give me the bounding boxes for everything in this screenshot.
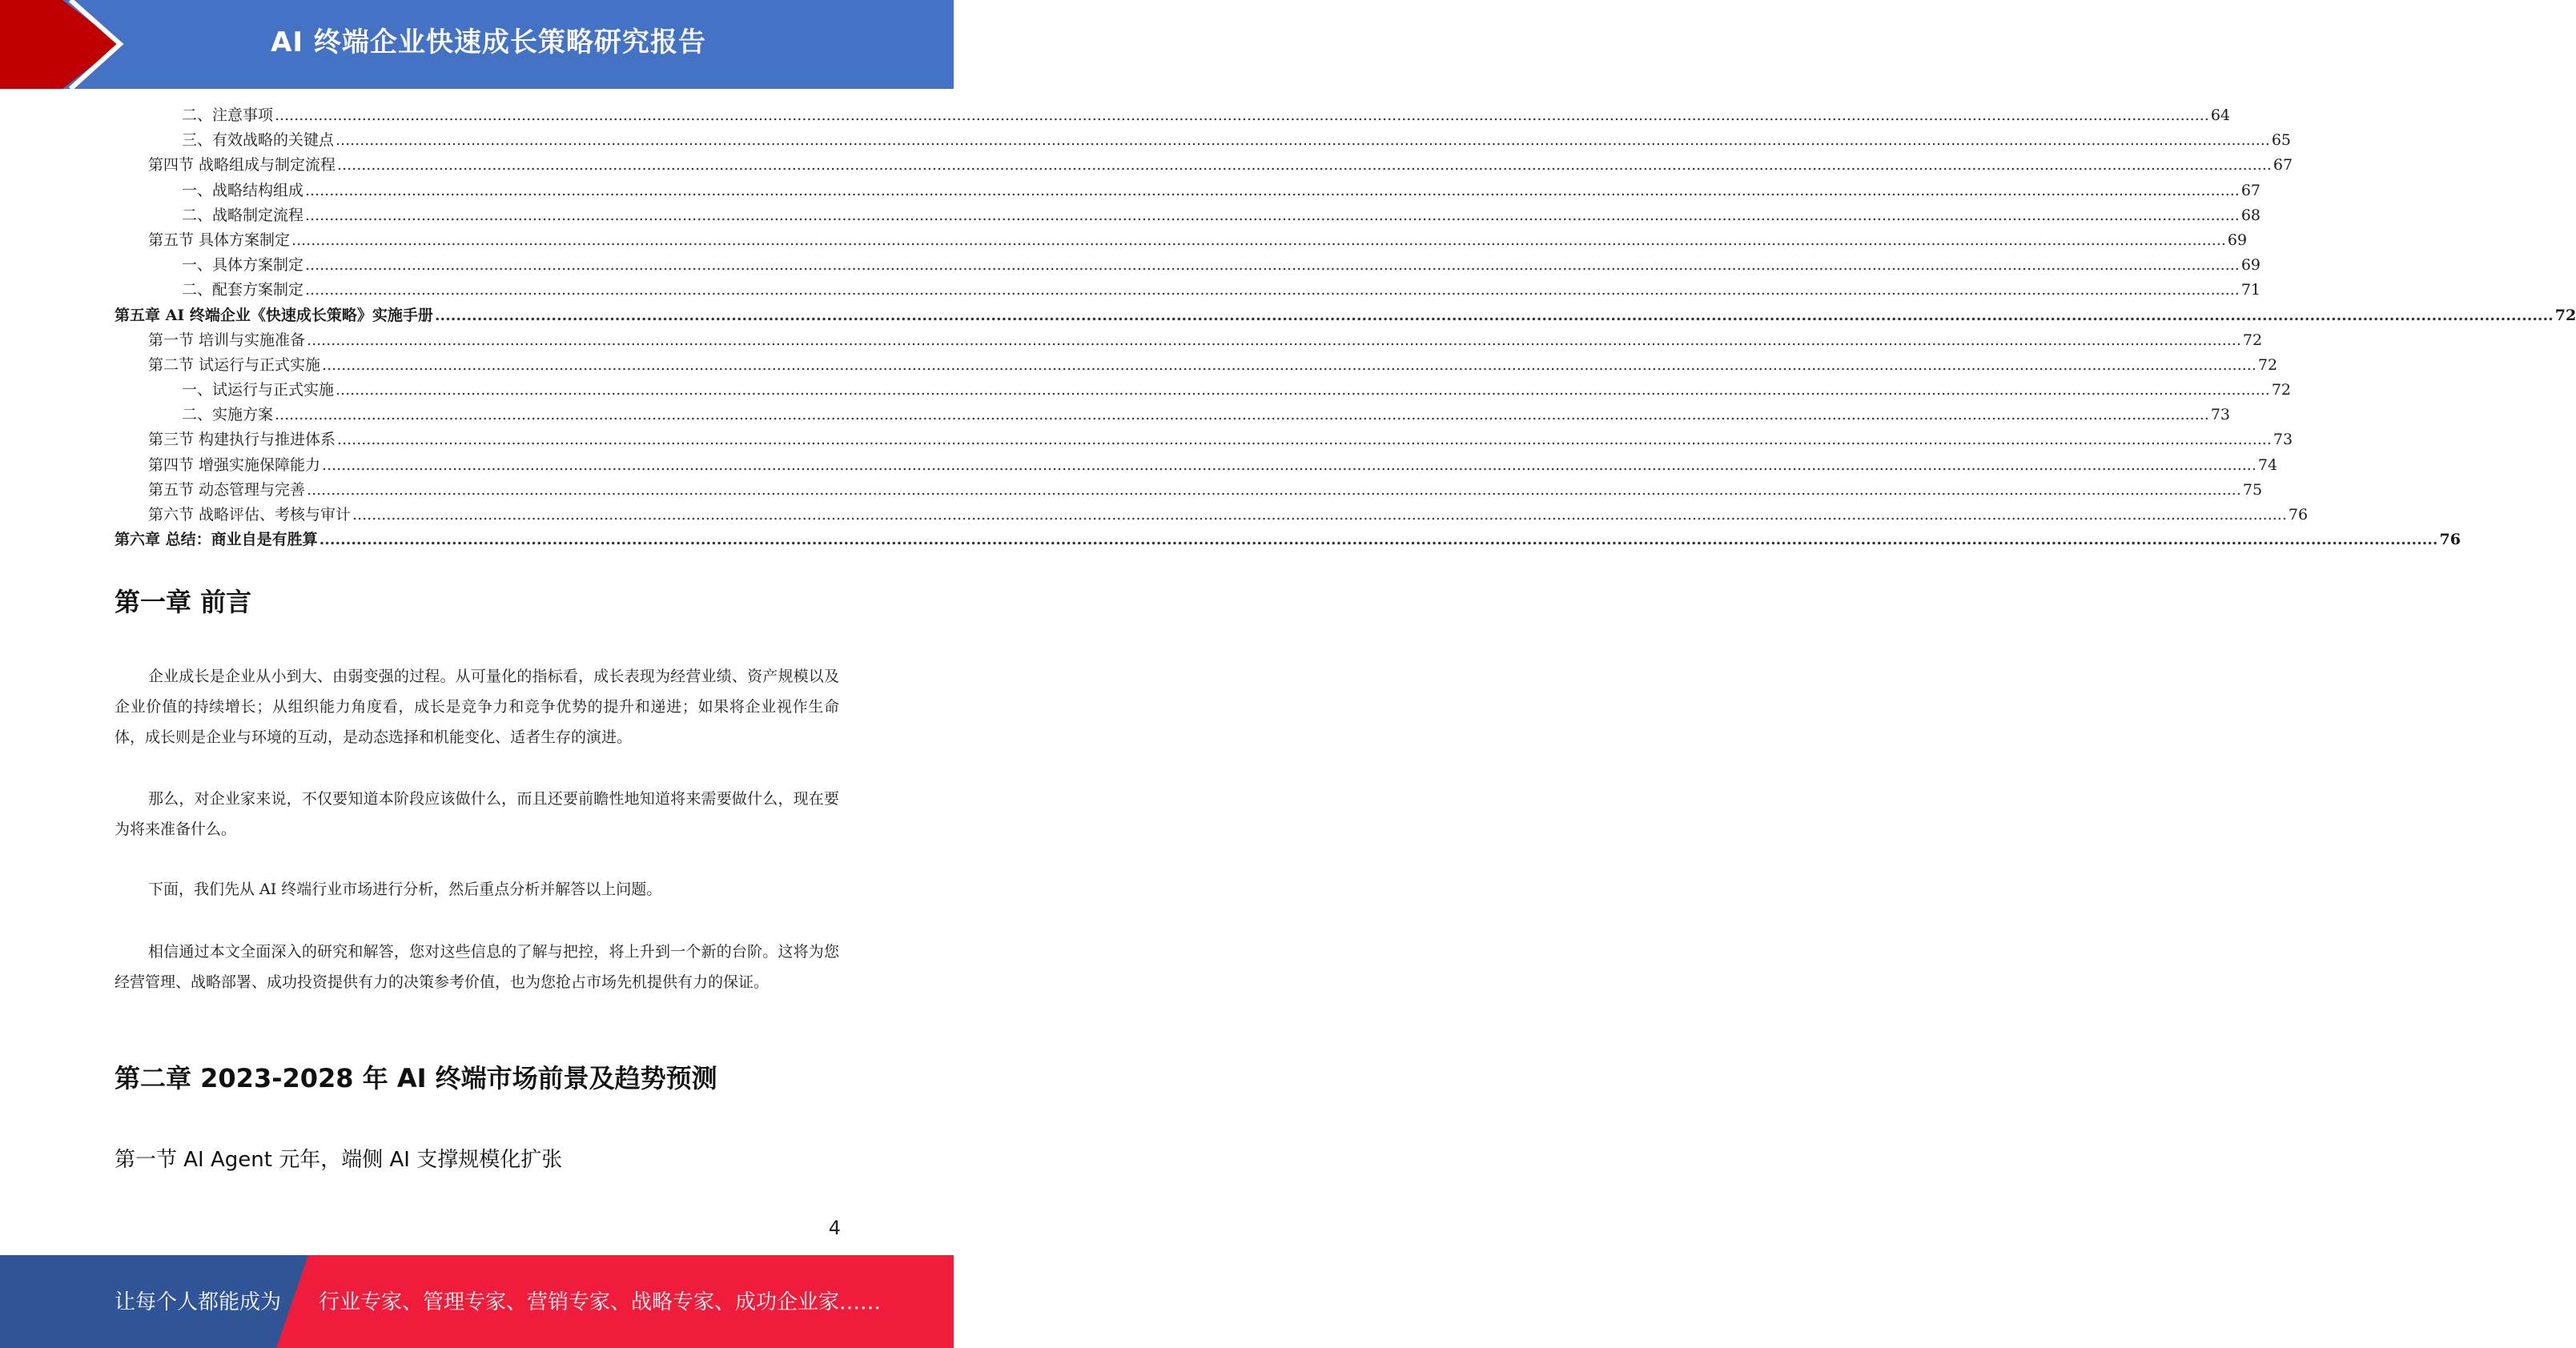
toc-entry-page: 75 — [2242, 480, 2263, 499]
toc-entry-page: 74 — [2257, 455, 2278, 474]
toc-entry-page: 67 — [2273, 156, 2293, 175]
toc-entry-label: 一、战略结构组成 — [182, 181, 304, 199]
chapter-1-paragraph-1: 企业成长是企业从小到大、由弱变强的过程。从可量化的指标看，成长表现为经营业绩、资产规模以及企业价值的持续增长；从组织能力角度看，成长是竞争力和竞争优势的提升和递进；如果将企业视作生命体，成长则是企业与环境的互动，是动态选择和机能变化、适者生存的演进。 — [115, 668, 839, 746]
toc-entry[interactable] — [115, 128, 2292, 153]
toc-entry[interactable] — [115, 253, 2261, 278]
toc-entry-page: 73 — [2210, 406, 2231, 424]
toc-dot-leader: ................................................................................................................................................................................................................................................................................................................................................................................................................ — [305, 206, 2240, 224]
chapter-1-paragraph-3: 下面，我们先从 AI 终端行业市场进行分析，然后重点分析并解答以上问题。 — [148, 881, 662, 898]
toc-entry-label: 一、试运行与正式实施 — [182, 381, 335, 399]
toc-dot-leader: ................................................................................................................................................................................................................................................................................................................................................................................................................ — [291, 231, 2226, 249]
toc-dot-leader: ................................................................................................................................................................................................................................................................................................................................................................................................................ — [307, 480, 2241, 499]
toc-entry-label: 第二节 试运行与正式实施 — [148, 355, 321, 374]
toc-entry-label: 第四节 战略组成与制定流程 — [148, 156, 336, 175]
toc-entry[interactable] — [115, 153, 2293, 178]
toc-entry[interactable] — [115, 478, 2263, 503]
toc-entry[interactable] — [115, 503, 2309, 528]
toc-entry-label: 第五节 具体方案制定 — [148, 231, 291, 249]
toc-entry-page: 73 — [2273, 431, 2293, 449]
toc-dot-leader: ................................................................................................................................................................................................................................................................................................................................................................................................................ — [434, 306, 2554, 324]
chapter-1-title: 第一章 前言 — [115, 587, 252, 617]
toc-entry[interactable] — [115, 403, 2231, 427]
toc-dot-leader: ................................................................................................................................................................................................................................................................................................................................................................................................................ — [305, 256, 2240, 275]
page-number: 4 — [828, 1217, 841, 1239]
page-header — [0, 0, 954, 89]
toc-entry-label: 第六章 总结：商业自是有胜算 — [115, 531, 318, 549]
chapter-1-paragraph-2: 那么，对企业家来说，不仅要知道本阶段应该做什么，而且还要前瞻性地知道将来需要做什么，现在要为将来准备什么。 — [115, 790, 839, 838]
header-red-arrow — [0, 0, 120, 89]
toc-entry-label: 第三节 构建执行与推进体系 — [148, 431, 336, 449]
toc-entry[interactable] — [115, 328, 2263, 353]
page-footer — [0, 1255, 954, 1348]
toc-entry[interactable] — [115, 103, 2231, 128]
toc-entry-page: 71 — [2240, 281, 2261, 299]
toc-entry-label: 第六节 战略评估、考核与审计 — [148, 506, 352, 524]
toc-entry[interactable] — [115, 203, 2261, 228]
toc-entry-page: 69 — [2240, 256, 2261, 275]
toc-entry[interactable] — [115, 427, 2293, 452]
toc-entry-label: 二、配套方案制定 — [182, 281, 304, 299]
toc-entry-label: 第一节 培训与实施准备 — [148, 331, 306, 349]
toc-entry-page: 69 — [2227, 231, 2248, 249]
toc-dot-leader: ................................................................................................................................................................................................................................................................................................................................................................................................................ — [352, 506, 2287, 524]
footer-slogan-right: 行业专家、管理专家、营销专家、战略专家、成功企业家…… — [319, 1290, 882, 1314]
toc-dot-leader: ................................................................................................................................................................................................................................................................................................................................................................................................................ — [336, 131, 2270, 150]
toc-dot-leader: ................................................................................................................................................................................................................................................................................................................................................................................................................ — [319, 531, 2438, 549]
toc-entry-label: 二、注意事项 — [182, 106, 274, 124]
toc-entry[interactable] — [115, 378, 2292, 403]
toc-entry-label: 三、有效战略的关键点 — [182, 131, 335, 150]
toc-dot-leader: ................................................................................................................................................................................................................................................................................................................................................................................................................ — [305, 281, 2240, 299]
toc-entry-page: 65 — [2271, 131, 2292, 150]
toc-dot-leader: ................................................................................................................................................................................................................................................................................................................................................................................................................ — [322, 455, 2257, 474]
toc-entry-label: 一、具体方案制定 — [182, 256, 304, 275]
toc-entry[interactable] — [115, 453, 2278, 478]
toc-entry-page: 72 — [2242, 331, 2263, 349]
toc-entry-page: 64 — [2210, 106, 2231, 124]
toc-entry-page: 72 — [2271, 381, 2292, 399]
toc-entry-page: 72 — [2257, 355, 2278, 374]
toc-dot-leader: ................................................................................................................................................................................................................................................................................................................................................................................................................ — [275, 406, 2209, 424]
chapter-1-paragraph-4: 相信通过本文全面深入的研究和解答，您对这些信息的了解与把控，将上升到一个新的台阶。这将为您经营管理、战略部署、成功投资提供有力的决策参考价值，也为您抢占市场先机提供有力的保证。 — [115, 943, 839, 991]
toc-entry-label: 第四节 增强实施保障能力 — [148, 455, 321, 474]
footer-slogan-left: 让每个人都能成为 — [115, 1290, 282, 1314]
toc-entry-page: 72 — [2554, 306, 2576, 324]
toc-entry[interactable] — [115, 353, 2278, 378]
report-title: AI 终端企业快速成长策略研究报告 — [271, 26, 706, 58]
toc-dot-leader: ................................................................................................................................................................................................................................................................................................................................................................................................................ — [337, 156, 2272, 175]
toc-dot-leader: ................................................................................................................................................................................................................................................................................................................................................................................................................ — [307, 331, 2241, 349]
chapter-2-section-1-title: 第一节 AI Agent 元年，端侧 AI 支撑规模化扩张 — [115, 1148, 563, 1172]
toc-dot-leader: ................................................................................................................................................................................................................................................................................................................................................................................................................ — [337, 431, 2272, 449]
toc-entry[interactable] — [115, 303, 2576, 328]
toc-entry-page: 76 — [2288, 506, 2309, 524]
toc-dot-leader: ................................................................................................................................................................................................................................................................................................................................................................................................................ — [336, 381, 2270, 399]
toc-entry-label: 第五章 AI 终端企业《快速成长策略》实施手册 — [115, 306, 433, 324]
toc-entry-label: 二、实施方案 — [182, 406, 274, 424]
toc-entry-label: 二、战略制定流程 — [182, 206, 304, 224]
toc-dot-leader: ................................................................................................................................................................................................................................................................................................................................................................................................................ — [305, 181, 2240, 199]
toc-entry[interactable] — [115, 179, 2261, 203]
toc-dot-leader: ................................................................................................................................................................................................................................................................................................................................................................................................................ — [275, 106, 2209, 124]
toc-entry-page: 67 — [2240, 181, 2261, 199]
toc-entry-page: 68 — [2240, 206, 2261, 224]
toc-entry-label: 第五节 动态管理与完善 — [148, 480, 306, 499]
toc-entry[interactable] — [115, 528, 2461, 552]
chapter-2-title: 第二章 2023-2028 年 AI 终端市场前景及趋势预测 — [115, 1063, 717, 1093]
toc-entry[interactable] — [115, 228, 2248, 253]
toc-entry[interactable] — [115, 278, 2261, 303]
toc-dot-leader: ................................................................................................................................................................................................................................................................................................................................................................................................................ — [322, 355, 2257, 374]
table-of-contents — [115, 103, 2576, 552]
toc-entry-page: 76 — [2439, 531, 2461, 549]
